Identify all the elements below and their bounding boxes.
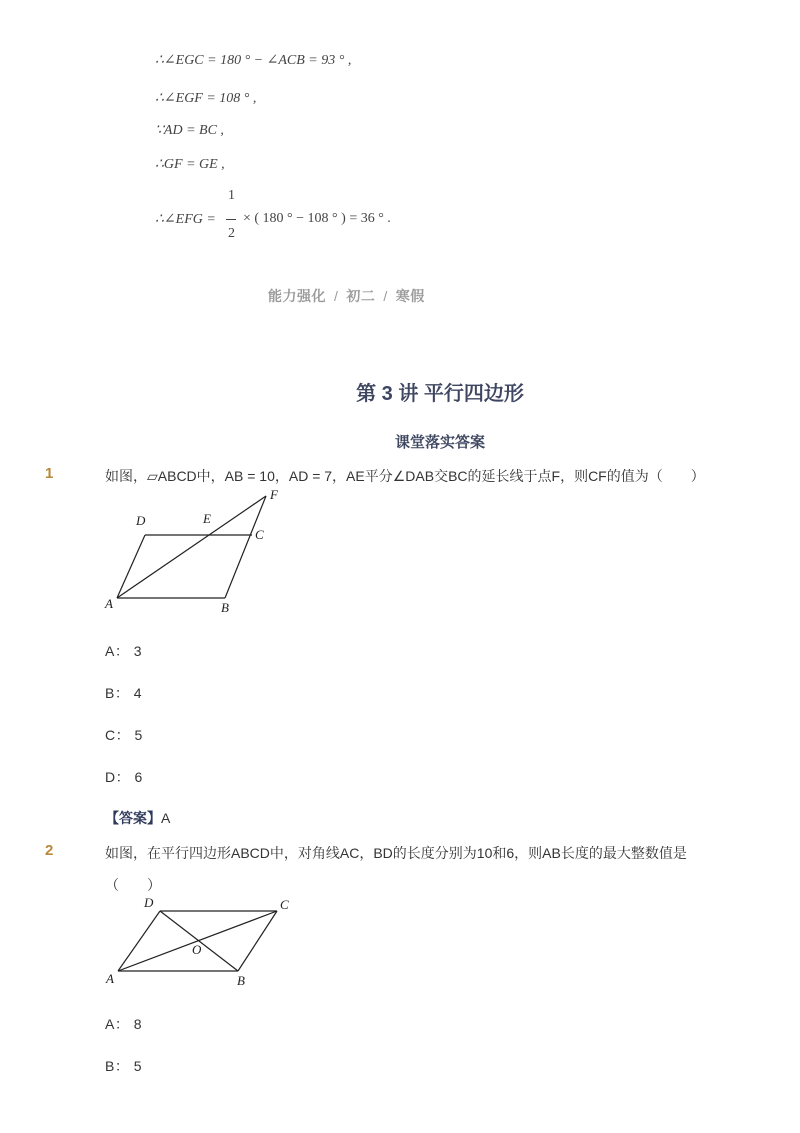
proof-line-5-prefix: ∴∠EFG =: [155, 212, 216, 227]
label-A: A: [105, 596, 113, 611]
section-title: 课堂落实答案: [394, 434, 485, 451]
breadcrumb-separator: /: [334, 288, 339, 304]
question-1-option-a[interactable]: A： 3: [105, 643, 143, 659]
label-B: B: [237, 973, 245, 988]
label-D: D: [144, 895, 154, 910]
proof-line-5: [155, 188, 455, 248]
label-C: C: [255, 527, 264, 542]
breadcrumb-item-grade[interactable]: 初二: [346, 288, 376, 304]
lecture-title: 第 3 讲 平行四边形: [356, 383, 524, 405]
question-1-number: 1: [45, 465, 54, 482]
label-E: E: [203, 511, 211, 526]
question-1-text: 如图，▱ABCD中，AB = 10，AD = 7，AE平分∠DAB交BC的延长线于点F，则CF的值为（ ）: [105, 468, 705, 484]
fraction-bar: [226, 219, 236, 220]
label-A: A: [106, 971, 114, 986]
breadcrumb-separator: /: [383, 288, 388, 304]
question-2-option-a[interactable]: A： 8: [105, 1016, 143, 1032]
fraction-numerator: 1: [228, 188, 235, 203]
proof-line-1: ∴∠EGC = 180 ° − ∠ACB = 93 ° ,: [155, 53, 352, 68]
label-D: D: [136, 513, 146, 528]
breadcrumb: [268, 286, 425, 306]
question-2-figure: [100, 893, 310, 993]
question-2-number: 2: [45, 842, 54, 859]
question-1-figure: [100, 488, 300, 613]
fraction-denominator: 2: [228, 226, 235, 241]
label-B: B: [221, 600, 229, 613]
label-C: C: [280, 897, 289, 912]
label-F: F: [270, 488, 278, 502]
question-2-option-b[interactable]: B： 5: [105, 1058, 143, 1074]
question-2-text-line2: （ ）: [105, 877, 161, 893]
question-1-option-d[interactable]: D： 6: [105, 769, 143, 785]
breadcrumb-item-ability[interactable]: 能力强化: [268, 288, 326, 304]
proof-line-2: ∴∠EGF = 108 ° ,: [155, 91, 257, 106]
question-1-option-b[interactable]: B： 4: [105, 685, 143, 701]
breadcrumb-item-winter[interactable]: 寒假: [395, 288, 425, 304]
proof-line-5-suffix: × ( 180 ° − 108 ° ) = 36 ° .: [243, 211, 391, 226]
proof-line-4: ∴GF = GE ,: [155, 157, 225, 172]
question-2-text-line1: 如图，在平行四边形ABCD中，对角线AC，BD的长度分别为10和6，则AB长度的最大整数值是: [105, 845, 687, 861]
label-O: O: [192, 942, 202, 957]
question-1-option-c[interactable]: C： 5: [105, 727, 143, 743]
proof-line-3: ∵AD = BC ,: [155, 123, 224, 138]
question-1-answer: [105, 808, 170, 828]
answer-tag: 【答案】: [105, 810, 161, 826]
answer-value: A: [161, 810, 171, 826]
